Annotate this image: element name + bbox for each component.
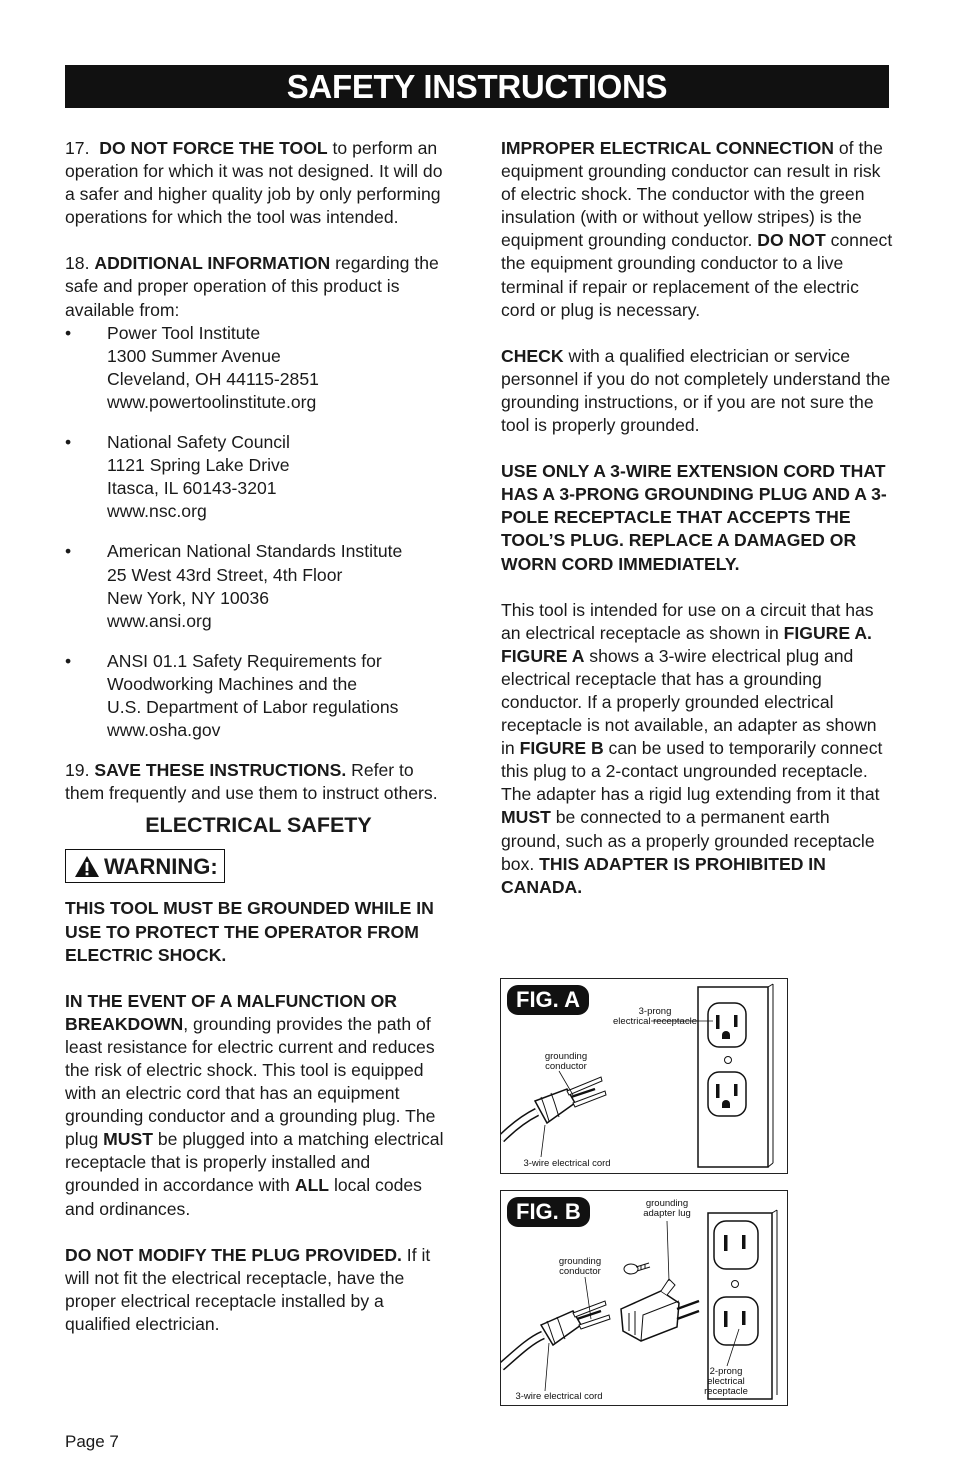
body-text: of the equipment grounding conductor can result in risk of electric shock. The conductor with the green insulation (with or without yellow stripes) is the equipment grounding conductor. — [501, 138, 883, 251]
callout-line: electrical — [707, 1376, 745, 1387]
callout-line: conductor — [545, 1061, 587, 1072]
page-title: SAFETY INSTRUCTIONS — [286, 68, 668, 105]
org-city: New York, NY 10036 — [107, 587, 270, 608]
bold-text: MUST — [501, 807, 551, 828]
callout-line: receptacle — [704, 1386, 748, 1397]
item-text: to perform an operation for which it was not designed. It will do a safer and higher quality job by only performing operations for which the tool was intended. — [65, 138, 443, 228]
body-text: can be used to temporarily connect this plug to a 2-contact ungrounded receptacle. The adapter has a rigid lug extending from it that — [501, 738, 883, 805]
cord-callout: 3-wire electrical cord — [523, 1158, 611, 1169]
body-text: connect the equipment grounding conductor to a live terminal if repair or replacement of the electric cord or plug is necessary. — [501, 230, 893, 320]
item-18 — [65, 252, 447, 321]
figure-label: FIG. A — [507, 985, 589, 1015]
bold-text: DO NOT — [757, 230, 826, 251]
figure-label: FIG. B — [507, 1197, 590, 1227]
conductor-callout — [539, 1052, 593, 1072]
callout-line: grounding — [544, 1051, 588, 1062]
org-address: 1300 Summer Avenue — [107, 345, 281, 366]
item-number: 19. — [65, 760, 90, 781]
bold-text: THIS ADAPTER IS PROHIBITED IN CANADA. — [501, 853, 826, 897]
item-text: regarding the safe and proper operation of this product is available from: — [65, 253, 439, 320]
item-number: 18. — [65, 253, 90, 274]
cord-callout: 3-wire electrical cord — [515, 1391, 603, 1402]
extension-cord-warning: USE ONLY A 3-WIRE EXTENSION CORD THAT HAS A 3-PRONG GROUNDING PLUG AND A 3-POLE RECEPTACLE THAT ACCEPTS THE TOOL’S PLUG. REPLACE A DAMAGED OR WORN CORD IMMEDIATELY. — [501, 461, 887, 574]
list-item — [65, 322, 447, 414]
org-website: www.powertoolinstitute.org — [107, 391, 317, 412]
callout-line: electrical receptacle — [613, 1016, 697, 1027]
org-address: 1121 Spring Lake Drive — [107, 455, 290, 476]
bold-text: IMPROPER ELECTRICAL CONNECTION — [501, 138, 834, 158]
callout-line: grounding — [645, 1198, 689, 1209]
check-paragraph — [501, 345, 893, 437]
bold-text: FIGURE A. FIGURE A — [501, 622, 872, 666]
improper-connection-paragraph — [501, 137, 893, 322]
item-number: 17. — [65, 138, 90, 158]
bullet: • — [65, 432, 72, 453]
figure-b — [500, 1190, 788, 1406]
org-website: www.nsc.org — [107, 501, 207, 522]
warning-box — [65, 849, 225, 883]
org-website: www.osha.gov — [107, 720, 221, 741]
modify-paragraph — [65, 1244, 447, 1336]
bullet: • — [65, 322, 72, 343]
org-city: Itasca, IL 60143-3201 — [107, 478, 277, 499]
callout-line: conductor — [559, 1266, 601, 1277]
bold-text: FIGURE B — [519, 738, 604, 759]
figure-a — [500, 978, 788, 1174]
list-item — [65, 431, 447, 523]
bullet: • — [65, 541, 72, 562]
list-item — [65, 540, 447, 632]
callout-line: grounding — [558, 1256, 602, 1267]
org-website: www.ansi.org — [107, 610, 212, 631]
malfunction-paragraph — [65, 990, 447, 1221]
org-name: National Safety Council — [107, 432, 290, 453]
body-text: local codes and ordinances. — [65, 1175, 422, 1219]
bold-text: ALL — [294, 1175, 330, 1196]
intended-use-paragraph — [501, 599, 893, 899]
lug-callout — [637, 1199, 697, 1219]
item-text: Refer to them frequently and use them to instruct others. — [65, 760, 438, 804]
item-heading: ADDITIONAL INFORMATION — [94, 253, 331, 274]
conductor-callout — [553, 1257, 607, 1277]
body-text: with a qualified electrician or service personnel if you do not completely understand the grounding instructions, or if you are not sure the tool is properly grounded. — [501, 345, 891, 436]
bold-text: MUST — [103, 1129, 153, 1150]
page-title-banner — [65, 65, 889, 108]
item-17 — [65, 137, 447, 229]
org-city: U.S. Department of Labor regulations — [107, 696, 399, 717]
left-column — [65, 137, 447, 1336]
body-text: , grounding provides the path of least resistance for electric current and reduces the risk of electric shock. This tool is equipped with an electric cord that has an equipment grounding conductor and a grounding plug. The plug — [65, 1013, 436, 1150]
callout-line: 2-prong — [709, 1366, 743, 1377]
right-column — [501, 137, 893, 899]
item-heading: SAVE THESE INSTRUCTIONS. — [94, 760, 347, 781]
receptacle-callout — [699, 1367, 753, 1397]
org-name: American National Standards Institute — [107, 541, 403, 562]
body-text: shows a 3-wire electrical plug and electrical receptacle that has a grounding conductor. If a properly grounded electrical receptacle is not available, an adapter as shown in — [501, 645, 877, 759]
bold-text: CHECK — [501, 345, 564, 366]
bullet: • — [65, 650, 72, 671]
page-number: Page 7 — [65, 1432, 119, 1451]
bold-text: IN THE EVENT OF A MALFUNCTION OR BREAKDOWN — [65, 990, 397, 1034]
callout-line: 3-prong — [638, 1006, 672, 1017]
body-text: be connected to a permanent earth ground, such as a properly grounded receptacle box. — [501, 807, 875, 874]
warning-triangle-icon — [74, 855, 100, 878]
org-city: Cleveland, OH 44115-2851 — [107, 368, 319, 389]
body-text: be plugged into a matching electrical receptacle that is properly installed and grounded in accordance with — [65, 1129, 444, 1196]
receptacle-callout — [609, 1007, 701, 1027]
item-heading: DO NOT FORCE THE TOOL — [99, 138, 328, 158]
org-address: Woodworking Machines and the — [107, 673, 358, 694]
org-name: ANSI 01.1 Safety Requirements for — [107, 650, 382, 671]
org-address: 25 West 43rd Street, 4th Floor — [107, 564, 343, 585]
resource-list — [65, 322, 447, 743]
item-19 — [65, 759, 447, 805]
body-text: This tool is intended for use on a circuit that has an electrical receptacle as shown in — [501, 599, 874, 643]
grounding-warning: THIS TOOL MUST BE GROUNDED WHILE IN USE TO PROTECT THE OPERATOR FROM ELECTRIC SHOCK. — [65, 898, 434, 965]
warning-label: WARNING: — [104, 853, 218, 879]
list-item — [65, 650, 447, 742]
body-text: If it will not fit the electrical receptacle, have the proper electrical receptacle installed by a qualified electrician. — [65, 1244, 431, 1334]
callout-line: adapter lug — [643, 1208, 691, 1219]
org-name: Power Tool Institute — [107, 322, 261, 343]
bold-text: DO NOT MODIFY THE PLUG PROVIDED. — [65, 1244, 402, 1265]
section-title: ELECTRICAL SAFETY — [145, 813, 372, 838]
